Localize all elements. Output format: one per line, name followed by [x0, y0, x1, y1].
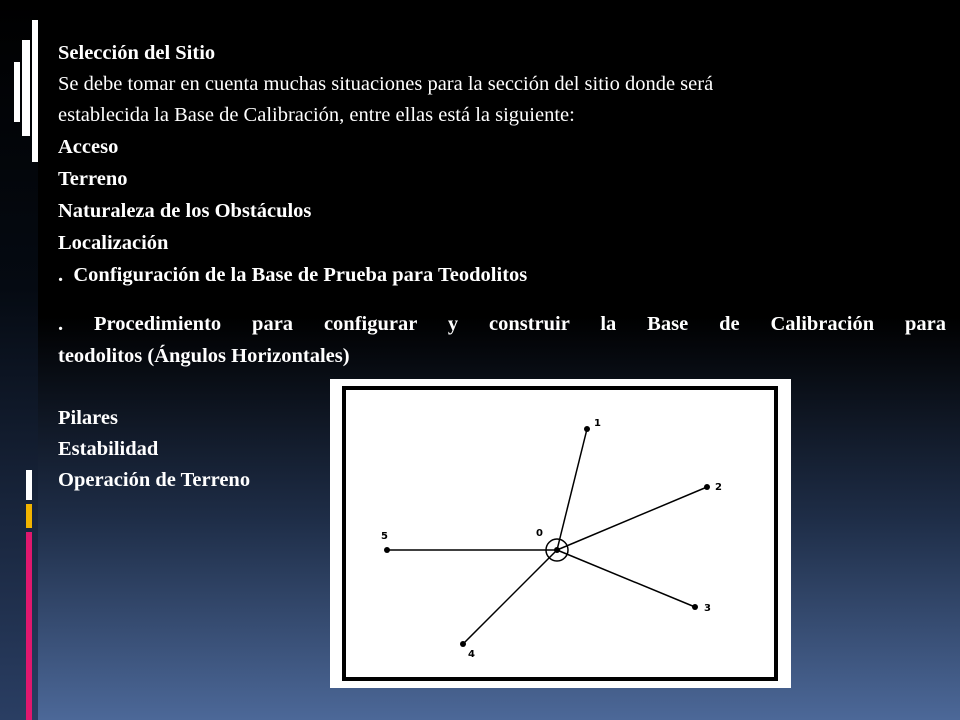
config-line: . Configuración de la Base de Prueba para Teodolitos: [58, 264, 528, 286]
procedure-line-1: . Procedimiento para configurar y construir la Base de Calibración para: [58, 313, 946, 335]
procedure-line-2: teodolitos (Ángulos Horizontales): [58, 345, 350, 367]
label-5: 5: [381, 531, 388, 542]
list-item: Localización: [58, 232, 169, 254]
lower-item: Estabilidad: [58, 438, 159, 460]
point-3: [692, 604, 698, 610]
deco-accent-yellow: [26, 504, 32, 528]
heading: Selección del Sitio: [58, 42, 216, 64]
list-item: Acceso: [58, 136, 119, 158]
diagram-frame: [344, 388, 776, 679]
lower-item: Operación de Terreno: [58, 469, 251, 491]
list-item: Naturaleza de los Obstáculos: [58, 200, 312, 222]
intro-line-1: Se debe tomar en cuenta muchas situaciones para la sección del sitio donde será: [58, 73, 714, 95]
label-1: 1: [594, 418, 601, 429]
lower-item: Pilares: [58, 407, 118, 429]
theodolite-base-diagram: [330, 379, 791, 688]
list-item: Terreno: [58, 168, 128, 190]
ray-to-2: [557, 487, 707, 550]
deco-stripe-4: [26, 470, 32, 500]
point-4: [460, 641, 466, 647]
ray-to-4: [463, 550, 557, 644]
ray-to-1: [557, 429, 587, 550]
label-4: 4: [468, 649, 475, 660]
ray-to-3: [557, 550, 695, 607]
point-2: [704, 484, 710, 490]
deco-stripe-1: [22, 40, 30, 136]
point-5: [384, 547, 390, 553]
deco-stripe-2: [32, 20, 38, 162]
center-point: [554, 547, 560, 553]
point-1: [584, 426, 590, 432]
deco-stripe-3: [14, 62, 20, 122]
deco-accent-magenta: [26, 532, 32, 720]
intro-line-2: establecida la Base de Calibración, entre ellas está la siguiente:: [58, 104, 575, 126]
diagram-svg: [330, 379, 791, 688]
label-0: 0: [536, 528, 543, 539]
label-3: 3: [704, 603, 711, 614]
label-2: 2: [715, 482, 722, 493]
